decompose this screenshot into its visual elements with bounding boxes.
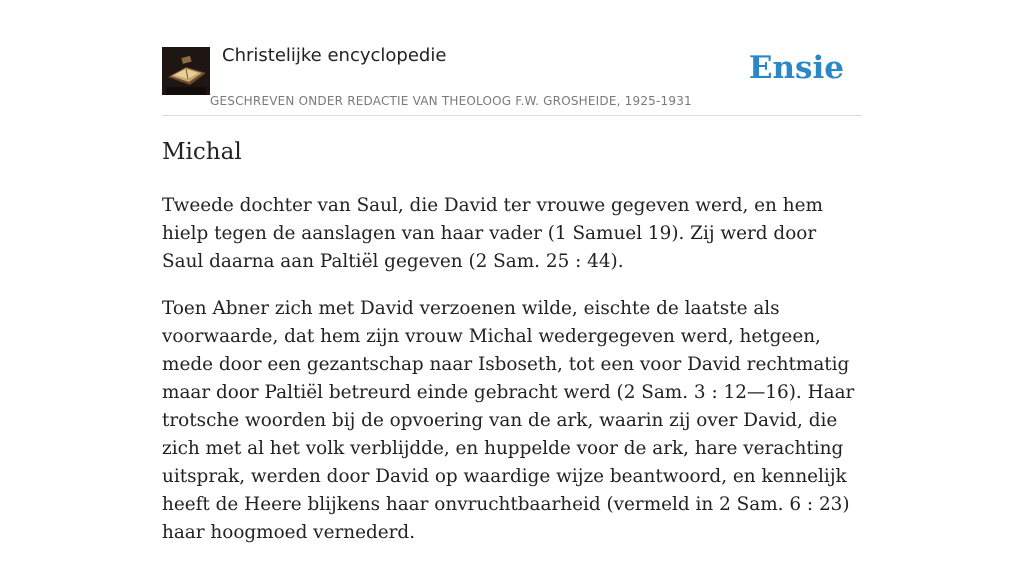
book-image-icon xyxy=(162,47,210,95)
article-paragraph: Toen Abner zich met David verzoenen wilde, eischte de laatste als voorwaarde, dat hem zijn vrouw Michal wedergegeven werd, hetgeen, mede door een gezantschap naar Isboseth, tot een voor David rechtmatig maar door Paltiël betreurd einde gebracht werd (2 Sam. 3 : 12—16). Haar trotsche woorden bij de opvoering van de ark, waarin zij over David, die zich met al het volk verblijdde, en huppelde voor de ark, hare verachting uitsprak, werden door David op waardige wijze beantwoord, en kennelijk heeft de Heere blijkens haar onvruchtbaarheid (vermeld in 2 Sam. 6 : 23) haar hoogmoed vernederd. xyxy=(162,298,855,543)
source-book-image[interactable] xyxy=(162,47,210,95)
article-paragraph: Tweede dochter van Saul, die David ter vrouwe gegeven werd, en hem hielp tegen de aanslagen van haar vader (1 Samuel 19). Zij werd door Saul daarna aan Paltiël gegeven (2 Sam. 25 : 44). xyxy=(162,195,823,272)
header-divider xyxy=(162,115,862,116)
article-body xyxy=(162,192,862,566)
article-title: Michal xyxy=(162,139,242,165)
source-title[interactable]: Christelijke encyclopedie xyxy=(222,45,447,66)
source-subtitle: GESCHREVEN ONDER REDACTIE VAN THEOLOOG F.W. GROSHEIDE, 1925-1931 xyxy=(210,94,692,108)
ensie-logo-link[interactable]: Ensie xyxy=(748,50,844,86)
page xyxy=(162,0,862,543)
